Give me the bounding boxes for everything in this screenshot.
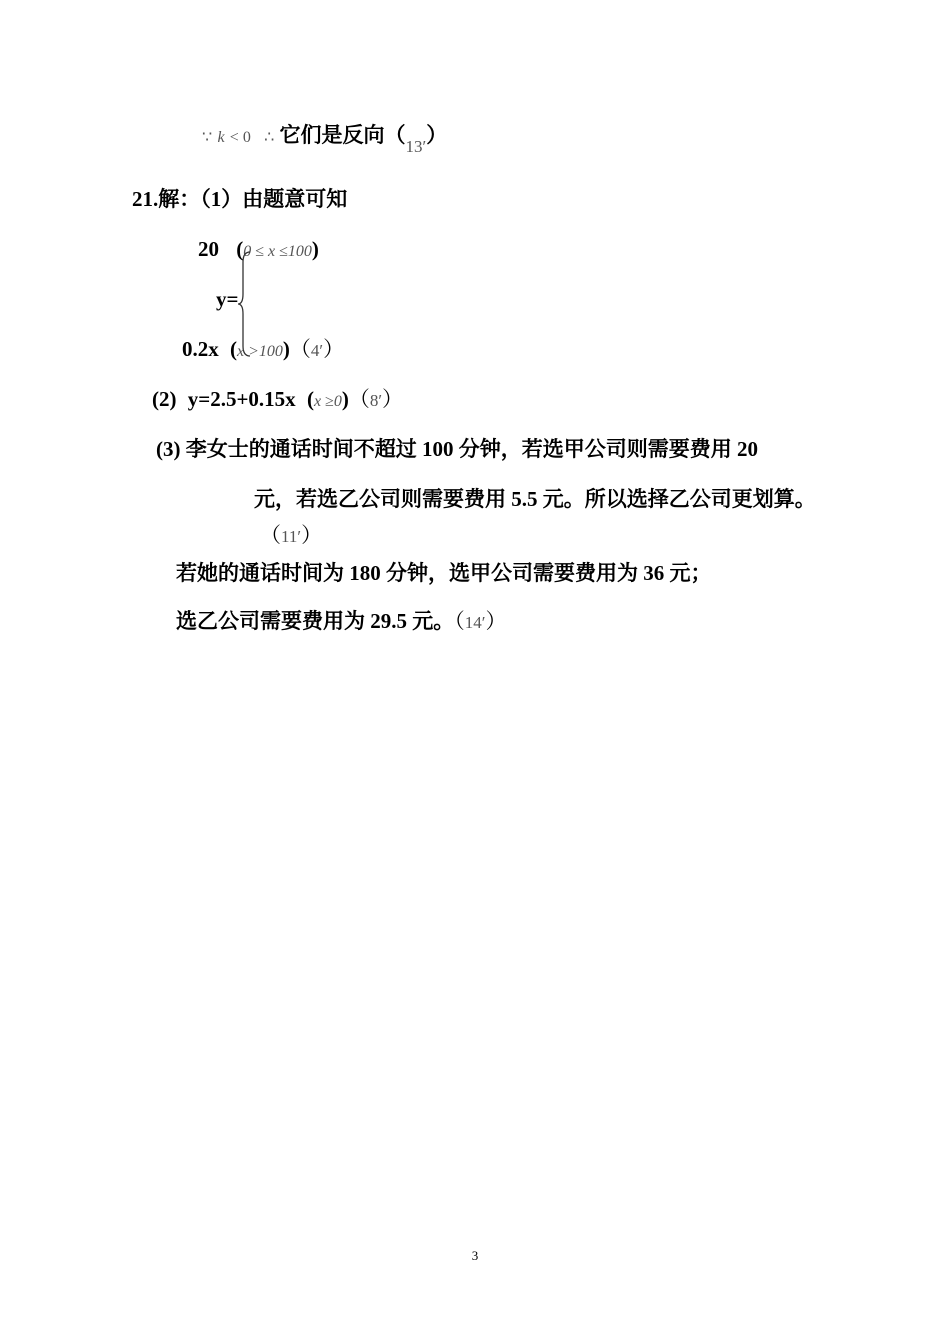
score-open: （ [348,387,370,411]
piecewise-case-2 [182,336,344,365]
case-condition: x >100 [237,343,283,360]
close-paren: ) [311,237,319,261]
part-3-score [260,522,322,550]
score-marker: 8′ [369,391,383,410]
part-text: 选乙公司需要费用为 29.5 元。 [176,609,455,633]
score-open: （ [454,609,465,633]
open-paren: ( [306,387,314,411]
reasoning-text: 它们是反向（ [279,123,406,147]
part-label: (2) [152,387,177,411]
score-open: （ [289,337,311,361]
case-value: 20 [198,237,219,261]
reasoning-line [202,122,448,156]
score-marker: 4′ [310,341,324,360]
part-3-line-4 [176,608,506,636]
part-3-line-1 [156,436,758,462]
question-heading: 21.解：（1）由题意可知 [132,187,348,211]
open-paren: ( [236,237,244,261]
part-label: (3) [156,437,181,461]
therefore-symbol: ∴ [264,129,275,146]
part-3-line-2: 元，若选乙公司则需要费用 5.5 元。所以选择乙公司更划算。 [254,487,816,511]
part-text: 李女士的通话时间不超过 100 分钟，若选甲公司则需要费用 20 [185,437,758,461]
piecewise-case-1 [198,236,319,265]
part-2-line [152,386,403,415]
score-close: ） [485,609,507,633]
page-number: 3 [471,1248,479,1263]
part-condition: x ≥0 [313,393,342,410]
score-marker: 13′ [405,137,427,156]
score-close: ） [382,387,404,411]
close-paren: ) [341,387,349,411]
close-paren: ) [282,337,290,361]
score-marker: 11′ [281,527,302,546]
score-open: （ [260,523,281,547]
because-symbol: ∵ [202,129,213,146]
part-3-line-3: 若她的通话时间为 180 分钟，选甲公司需要费用为 36 元； [176,561,712,585]
close-paren: ） [426,123,448,147]
math-lt-zero: < 0 [229,129,251,146]
function-label: y= [216,287,239,311]
case-value: 0.2x [182,337,219,361]
math-k: k [217,129,225,146]
case-condition: 0 ≤ x ≤100 [243,243,312,260]
score-close: ） [301,523,323,547]
score-close: ） [323,337,345,361]
open-paren: ( [230,337,237,361]
score-marker: 14′ [464,613,486,632]
part-expression: y=2.5+0.15x [187,387,296,411]
